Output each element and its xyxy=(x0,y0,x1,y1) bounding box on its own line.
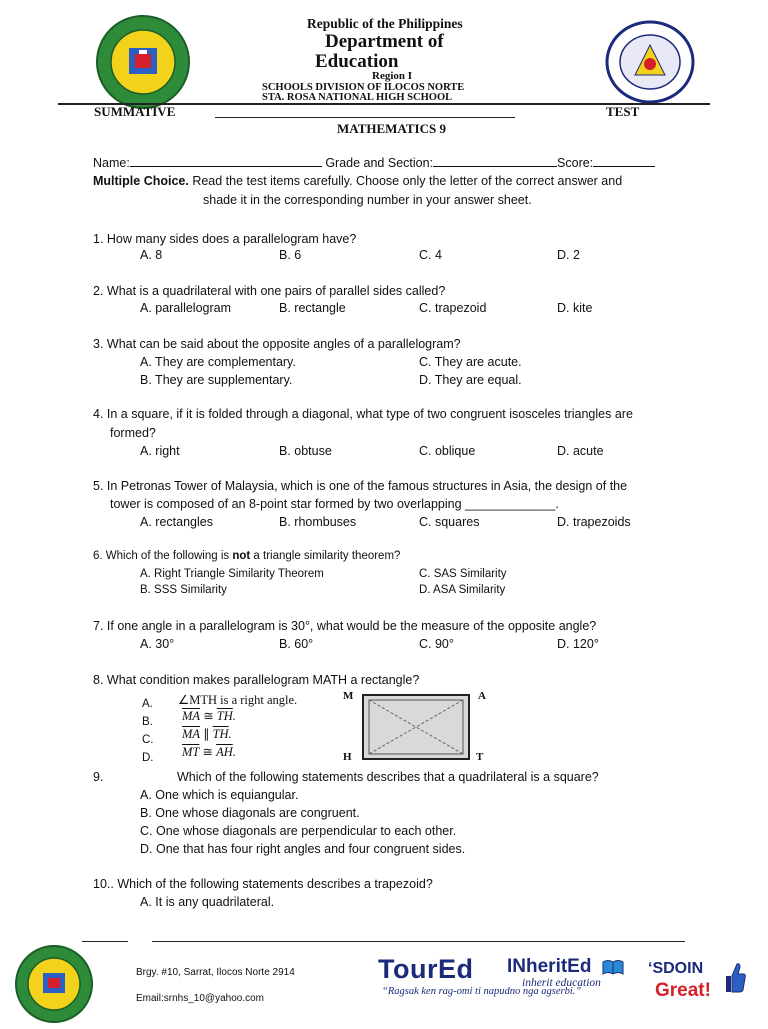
q3-option-c[interactable]: C. They are acute. xyxy=(419,355,522,369)
instructions-heading: Multiple Choice. xyxy=(93,174,189,188)
thumbs-up-icon xyxy=(723,960,747,994)
instructions xyxy=(93,174,622,188)
q8-d-end: . xyxy=(232,745,236,759)
q7-option-b[interactable]: B. 60° xyxy=(279,637,314,651)
q1-option-c[interactable]: C. 4 xyxy=(419,248,442,262)
q8-letter-d[interactable]: D. xyxy=(142,752,154,764)
q8-d-seg2: $\overline{AH}$ xyxy=(216,745,233,759)
toured-logo: TourEd xyxy=(378,954,474,984)
footer-rule-left xyxy=(82,941,128,942)
great-logo: Great! xyxy=(655,980,711,1001)
question-1: 1. How many sides does a parallelogram have? xyxy=(93,232,357,246)
sdoin-logo: ‘SDOIN xyxy=(648,960,704,977)
footer-rule-right xyxy=(152,941,685,942)
name-label: Name: xyxy=(93,156,130,170)
q2-option-a[interactable]: A. parallelogram xyxy=(140,301,232,315)
student-info-line xyxy=(93,155,655,170)
grade-section-field[interactable] xyxy=(433,155,557,167)
q3-option-b[interactable]: B. They are supplementary. xyxy=(140,373,293,387)
footer-address: Brgy. #10, Sarrat, Ilocos Norte 2914 xyxy=(136,967,295,978)
q8-letter-c[interactable]: C. xyxy=(142,734,154,746)
question-5: 5. In Petronas Tower of Malaysia, which is one of the famous structures in Asia, the design of the xyxy=(93,479,628,493)
vertex-label-a: A xyxy=(478,690,486,702)
question-7: 7. If one angle in a parallelogram is 30°, what would be the measure of the opposite angle? xyxy=(93,619,597,633)
q8-option-b[interactable] xyxy=(182,708,236,724)
question-9: Which of the following statements describes that a quadrilateral is a square? xyxy=(177,770,599,784)
q8-option-a[interactable]: ∠MTH is a right angle. xyxy=(178,693,298,707)
question-3: 3. What can be said about the opposite angles of a parallelogram? xyxy=(93,337,461,351)
q10-option-a[interactable]: A. It is any quadrilateral. xyxy=(140,895,275,909)
q8-option-c[interactable] xyxy=(182,726,232,742)
book-icon xyxy=(601,958,625,976)
q4-option-c[interactable]: C. oblique xyxy=(419,444,476,458)
q2-option-d[interactable]: D. kite xyxy=(557,301,593,315)
summative-label: SUMMATIVE xyxy=(94,104,176,119)
q8-option-d[interactable] xyxy=(182,744,236,760)
footer-tagline: “Ragsak ken rag-omi ti napudno nga agserbi.” xyxy=(382,986,582,997)
instructions-text: Read the test items carefully. Choose only the letter of the correct answer and xyxy=(188,174,623,188)
q7-option-c[interactable]: C. 90° xyxy=(419,637,454,651)
q6-text-post: a triangle similarity theorem? xyxy=(250,550,401,562)
q5-option-c[interactable]: C. squares xyxy=(419,515,480,529)
question-4-cont: formed? xyxy=(110,426,156,440)
q8-d-rel: ≅ xyxy=(199,745,217,759)
inherited-logo: INheritEd xyxy=(507,956,592,977)
q8-d-seg1: $\overline{MT}$ xyxy=(182,745,200,759)
q3-option-d[interactable]: D. They are equal. xyxy=(419,373,522,387)
vertex-label-m: M xyxy=(343,690,354,702)
q8-c-rel: ∥ xyxy=(200,727,213,741)
q9-option-c[interactable]: C. One whose diagonals are perpendicular to each other. xyxy=(140,824,457,838)
republic-text: Republic of the Philippines xyxy=(307,16,463,31)
q3-option-a[interactable]: A. They are complementary. xyxy=(140,355,296,369)
summative-rule xyxy=(215,117,515,118)
q1-option-d[interactable]: D. 2 xyxy=(557,248,580,262)
department-line1: Department of xyxy=(325,31,444,52)
instructions-line2: shade it in the corresponding number in your answer sheet. xyxy=(203,193,532,207)
vertex-label-h: H xyxy=(343,751,352,763)
question-5-cont: tower is composed of an 8-point star formed by two overlapping _____________. xyxy=(110,497,559,511)
score-label: Score: xyxy=(557,156,594,170)
q4-option-d[interactable]: D. acute xyxy=(557,444,604,458)
q8-b-seg1: $\overline{MA}$ xyxy=(182,709,201,723)
q1-option-b[interactable]: B. 6 xyxy=(279,248,302,262)
school-seal-top xyxy=(95,14,191,110)
division-text: SCHOOLS DIVISION OF ILOCOS NORTE xyxy=(262,82,465,93)
region-text: Region I xyxy=(372,70,413,82)
q2-option-c[interactable]: C. trapezoid xyxy=(419,301,487,315)
footer-email: Email:srnhs_10@yahoo.com xyxy=(136,993,264,1004)
inherited-subtitle: inherit education xyxy=(522,977,601,989)
q4-option-b[interactable]: B. obtuse xyxy=(279,444,332,458)
school-name-text: STA. ROSA NATIONAL HIGH SCHOOL xyxy=(262,92,453,101)
q6-option-d[interactable]: D. ASA Similarity xyxy=(419,584,506,596)
deped-seal xyxy=(605,20,695,104)
q8-letter-b[interactable]: B. xyxy=(142,716,153,728)
q4-option-a[interactable]: A. right xyxy=(140,444,180,458)
test-label: TEST xyxy=(606,104,640,119)
q5-option-d[interactable]: D. trapezoids xyxy=(557,515,631,529)
question-10: 10.. Which of the following statements describes a trapezoid? xyxy=(93,877,433,891)
question-8: 8. What condition makes parallelogram MATH a rectangle? xyxy=(93,673,420,687)
q5-option-b[interactable]: B. rhombuses xyxy=(279,515,357,529)
q8-b-end: . xyxy=(232,709,236,723)
question-6 xyxy=(93,550,400,562)
q9-option-a[interactable]: A. One which is equiangular. xyxy=(140,788,299,802)
q8-b-seg2: $\overline{TH}$ xyxy=(216,709,233,723)
q9-option-d[interactable]: D. One that has four right angles and four congruent sides. xyxy=(140,842,466,856)
q6-text-pre: 6. Which of the following is xyxy=(93,550,233,562)
grade-section-label: Grade and Section: xyxy=(325,156,434,170)
q8-letter-a[interactable]: A. xyxy=(142,698,153,710)
q6-option-a[interactable]: A. Right Triangle Similarity Theorem xyxy=(140,568,324,580)
q8-c-seg2: $\overline{TH}$ xyxy=(212,727,229,741)
q2-option-b[interactable]: B. rectangle xyxy=(279,301,346,315)
q6-option-c[interactable]: C. SAS Similarity xyxy=(419,568,507,580)
vertex-label-t: T xyxy=(476,751,484,763)
subject-title: MATHEMATICS 9 xyxy=(337,121,446,136)
q8-c-end: . xyxy=(228,727,232,741)
score-field[interactable] xyxy=(593,155,655,167)
q5-option-a[interactable]: A. rectangles xyxy=(140,515,213,529)
q7-option-d[interactable]: D. 120° xyxy=(557,637,599,651)
question-9-number: 9. xyxy=(93,770,104,784)
q6-text-bold: not xyxy=(232,550,251,562)
q1-option-a[interactable]: A. 8 xyxy=(140,248,163,262)
q9-option-b[interactable]: B. One whose diagonals are congruent. xyxy=(140,806,360,820)
q6-option-b[interactable]: B. SSS Similarity xyxy=(140,584,227,596)
q8-c-seg1: $\overline{MA}$ xyxy=(182,727,201,741)
q7-option-a[interactable]: A. 30° xyxy=(140,637,175,651)
question-2: 2. What is a quadrilateral with one pairs of parallel sides called? xyxy=(93,284,446,298)
rectangle-math-figure xyxy=(362,694,470,760)
school-seal-footer xyxy=(14,944,94,1024)
name-field[interactable] xyxy=(130,155,322,167)
q8-b-rel: ≅ xyxy=(200,709,217,723)
question-4: 4. In a square, if it is folded through a diagonal, what type of two congruent isosceles triangles are xyxy=(93,407,633,421)
department-line2: Education xyxy=(315,51,399,72)
